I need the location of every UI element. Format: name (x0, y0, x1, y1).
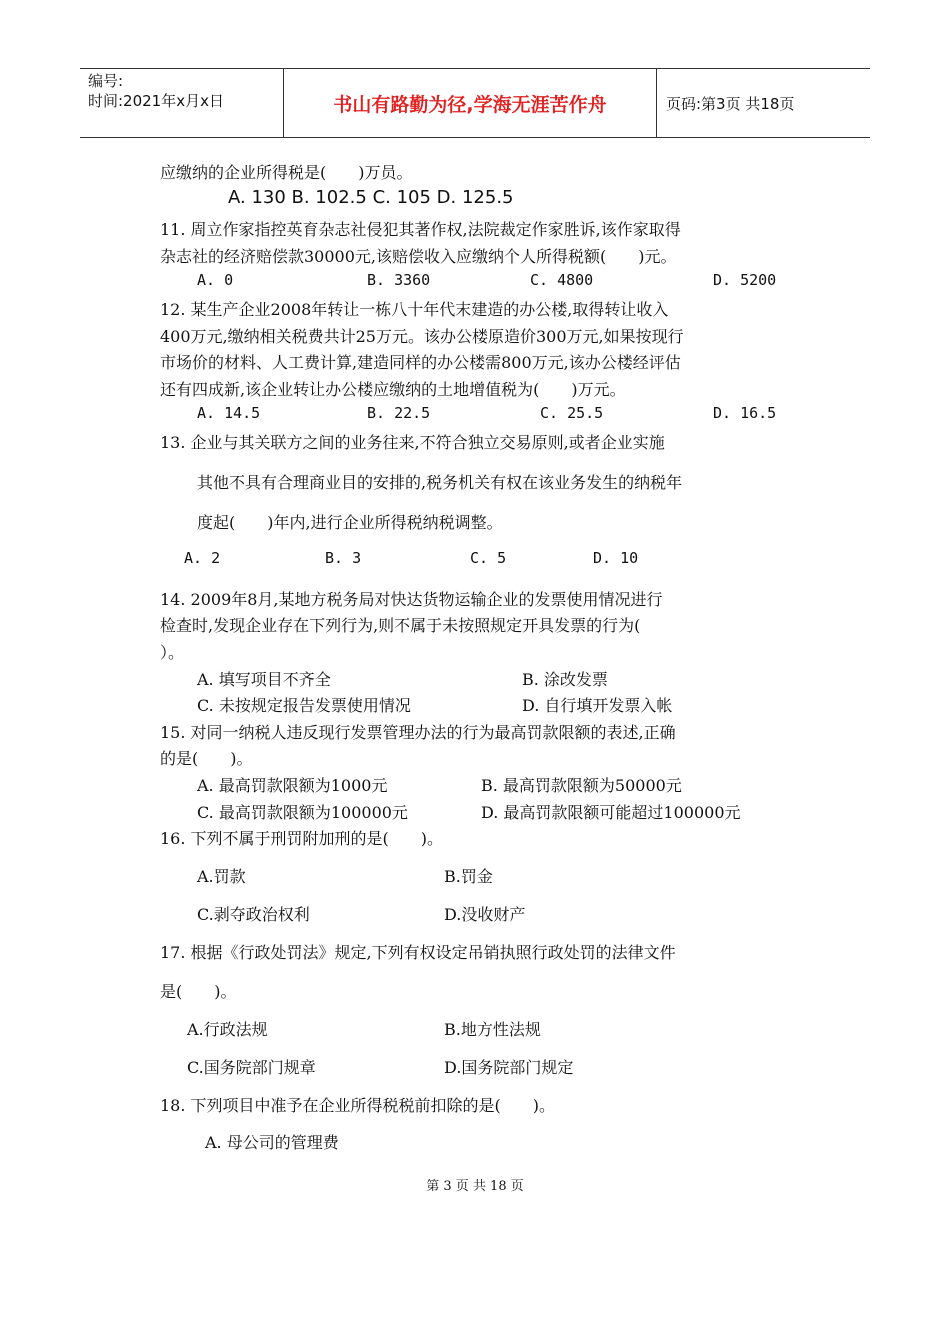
question-17: 17. 根据《行政处罚法》规定,下列有权设定吊销执照行政处罚的法律文件 (160, 943, 676, 962)
text-line: 应缴纳的企业所得税是( )万员。 (160, 163, 413, 182)
option-d: D. 16.5 (713, 404, 777, 422)
option-d: D. 10 (593, 549, 639, 567)
option-d: D.没收财产 (444, 905, 526, 924)
option-c: C. 5 (470, 549, 507, 567)
option-a: A.行政法规 (187, 1020, 268, 1039)
option-d: D. 最高罚款限额可能超过100000元 (481, 803, 741, 822)
number-label: 编号: (88, 72, 124, 90)
option-a: A. 2 (184, 549, 221, 567)
header-divider (656, 69, 657, 137)
question-16: 16. 下列不属于刑罚附加刑的是( )。 (160, 829, 444, 848)
page-header (80, 68, 870, 138)
question-11: 11. 周立作家指控英育杂志社侵犯其著作权,法院裁定作家胜诉,该作家取得 (160, 220, 681, 239)
header-page-label: 页码:第3页 共18页 (666, 94, 795, 113)
question-12-cont: 还有四成新,该企业转让办公楼应缴纳的土地增值税为( )万元。 (160, 380, 626, 399)
option-a: A. 填写项目不齐全 (197, 670, 331, 689)
option-c: C.剥夺政治权利 (197, 905, 310, 924)
option-d: D.国务院部门规定 (444, 1058, 574, 1077)
question-18: 18. 下列项目中准予在企业所得税税前扣除的是( )。 (160, 1096, 556, 1115)
option-a: A.罚款 (197, 867, 246, 886)
question-12-cont: 市场价的材料、人工费计算,建造同样的办公楼需800万元,该办公楼经评估 (160, 353, 681, 372)
option-b: B. 涂改发票 (522, 670, 608, 689)
header-motto: 书山有路勤为径,学海无涯苦作舟 (333, 93, 607, 116)
option-b: B. 最高罚款限额为50000元 (481, 776, 682, 795)
option-a: A. 0 (197, 271, 234, 289)
option-b: B. 3360 (367, 271, 431, 289)
question-15: 15. 对同一纳税人违反现行发票管理办法的行为最高罚款限额的表述,正确 (160, 723, 676, 742)
option-c: C.国务院部门规章 (187, 1058, 316, 1077)
option-d: D. 自行填开发票入帐 (522, 696, 673, 715)
option-a: A. 14.5 (197, 404, 261, 422)
time-label: 时间:2021年x月x日 (88, 92, 224, 110)
option-c: C. 4800 (530, 271, 594, 289)
option-c: C. 最高罚款限额为100000元 (197, 803, 408, 822)
question-14-cont: 检查时,发现企业存在下列行为,则不属于未按照规定开具发票的行为( (160, 616, 641, 635)
question-14: 14. 2009年8月,某地方税务局对快达货物运输企业的发票使用情况进行 (160, 590, 663, 609)
question-14-cont: ）。 (160, 643, 185, 662)
options-line: A. 130 B. 102.5 C. 105 D. 125.5 (228, 187, 514, 208)
page-footer: 第 3 页 共 18 页 (426, 1179, 524, 1194)
question-15-cont: 的是( )。 (160, 749, 253, 768)
question-11-cont: 杂志社的经济赔偿款30000元,该赔偿收入应缴纳个人所得税额( )元。 (160, 247, 677, 266)
question-13-cont: 其他不具有合理商业目的安排的,税务机关有权在该业务发生的纳税年 (197, 473, 683, 492)
option-c: C. 25.5 (540, 404, 604, 422)
question-12-cont: 400万元,缴纳相关税费共计25万元。该办公楼原造价300万元,如果按现行 (160, 327, 684, 346)
question-12: 12. 某生产企业2008年转让一栋八十年代末建造的办公楼,取得转让收入 (160, 300, 669, 319)
option-b: B. 3 (325, 549, 362, 567)
header-meta (88, 69, 283, 137)
option-b: B.罚金 (444, 867, 493, 886)
option-b: B.地方性法规 (444, 1020, 541, 1039)
option-a: A. 最高罚款限额为1000元 (197, 776, 388, 795)
question-13: 13. 企业与其关联方之间的业务往来,不符合独立交易原则,或者企业实施 (160, 433, 665, 452)
option-c: C. 未按规定报告发票使用情况 (197, 696, 411, 715)
option-d: D. 5200 (713, 271, 777, 289)
option-b: B. 22.5 (367, 404, 431, 422)
question-17-cont: 是( )。 (160, 982, 237, 1001)
option-a: A. 母公司的管理费 (205, 1133, 339, 1152)
question-13-cont: 度起( )年内,进行企业所得税纳税调整。 (197, 513, 503, 532)
